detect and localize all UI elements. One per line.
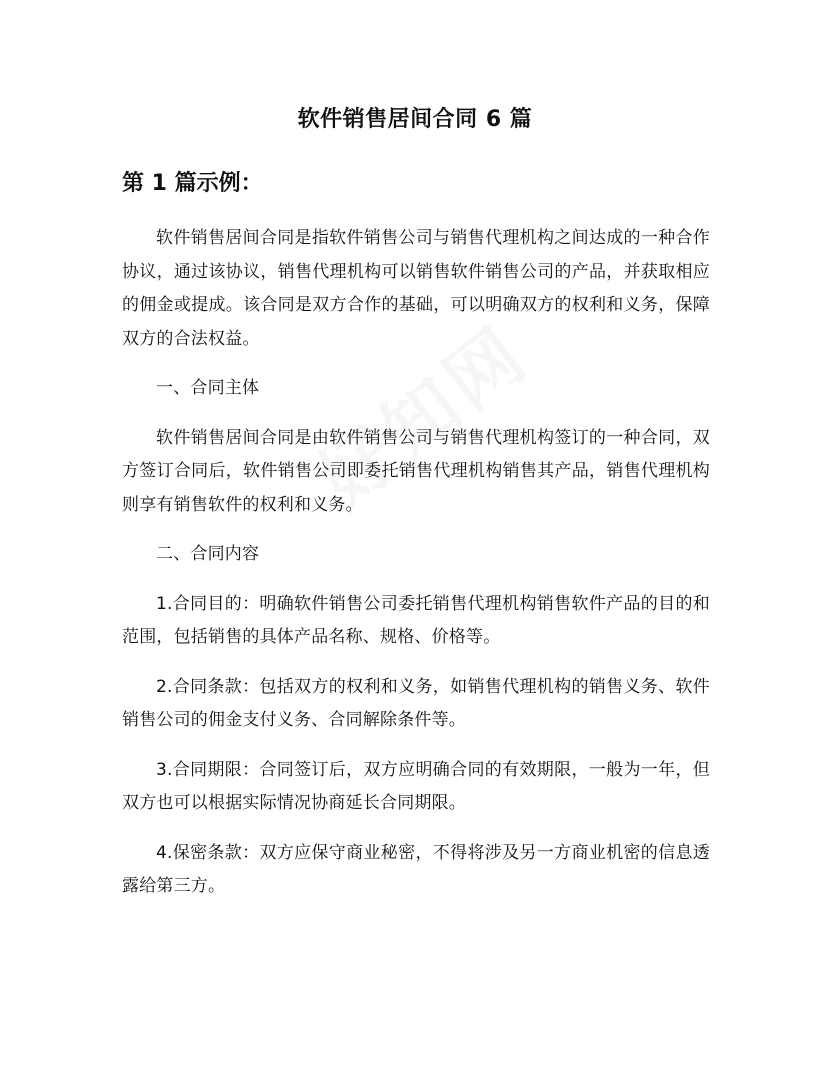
subheading-contract-parties: 一、合同主体 [156,378,260,398]
section-heading: 第 1 篇示例： [122,171,263,196]
paragraph-confidentiality: 4.保密条款：双方应保守商业秘密，不得将涉及另一方商业机密的信息透露给第三方。 [122,842,710,896]
document-body [122,222,710,920]
paragraph-contract-purpose: 1.合同目的：明确软件销售公司委托销售代理机构销售软件产品的目的和范围，包括销售的具体产品名称、规格、价格等。 [122,593,710,647]
subheading-contract-content: 二、合同内容 [156,544,260,564]
paragraph-contract-parties: 软件销售居间合同是由软件销售公司与销售代理机构签订的一种合同，双方签订合同后，软件销售公司即委托销售代理机构销售其产品，销售代理机构则享有销售软件的权利和义务。 [122,427,710,515]
paragraph-intro: 软件销售居间合同是指软件销售公司与销售代理机构之间达成的一种合作协议，通过该协议，销售代理机构可以销售软件销售公司的产品，并获取相应的佣金或提成。该合同是双方合作的基础，可以明确双方的权利和义务，保障双方的合法权益。 [122,228,710,349]
document-title: 软件销售居间合同 6 篇 [297,107,533,132]
paragraph-contract-terms: 2.合同条款：包括双方的权利和义务，如销售代理机构的销售义务、软件销售公司的佣金支付义务、合同解除条件等。 [122,676,710,730]
paragraph-contract-period: 3.合同期限：合同签订后，双方应明确合同的有效期限，一般为一年，但双方也可以根据实际情况协商延长合同期限。 [122,759,710,813]
